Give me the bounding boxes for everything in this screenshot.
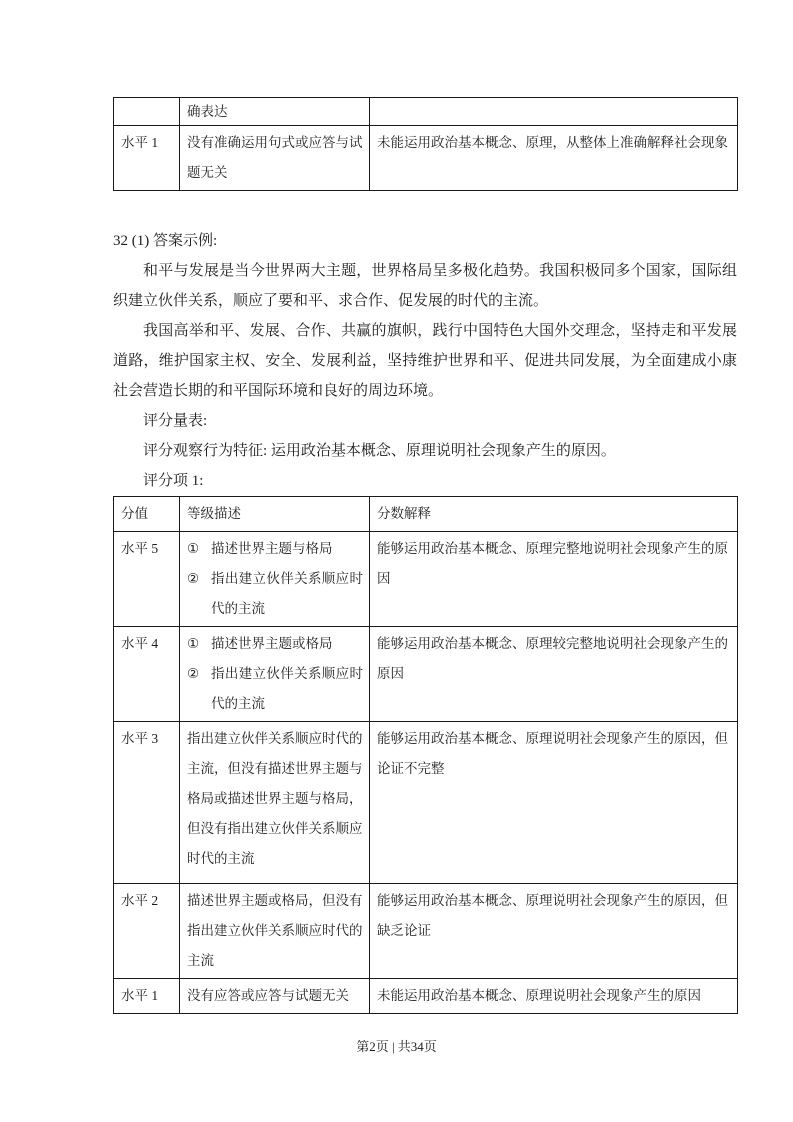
question-heading: 32 (1) 答案示例: (113, 233, 218, 249)
circled-number-icon: ① (187, 541, 200, 556)
desc-item (187, 659, 363, 719)
desc-item-text: 指出建立伙伴关系顺应时代的主流 (211, 666, 363, 711)
level-cell: 水平 4 (114, 627, 180, 722)
desc-item-text: 描述世界主题与格局 (211, 541, 333, 556)
page-footer (0, 1036, 793, 1055)
table-row (114, 627, 738, 722)
table-row (114, 722, 738, 884)
table-header-row (114, 497, 738, 532)
behavior-feature-line: 评分观察行为特征: 运用政治基本概念、原理说明社会现象产生的原因。 (143, 443, 616, 459)
scoring-scale-label: 评分量表: (143, 413, 208, 429)
carryover-table (113, 97, 738, 191)
table-row (114, 532, 738, 627)
desc-cell: 没有应答或应答与试题无关 (180, 979, 370, 1014)
desc-cell (180, 627, 370, 722)
explain-cell (370, 98, 738, 126)
desc-item (187, 564, 363, 624)
explain-cell: 未能运用政治基本概念、原理，从整体上准确解释社会现象 (370, 126, 738, 191)
table-row (114, 884, 738, 979)
desc-cell: 描述世界主题或格局，但没有指出建立伙伴关系顺应时代的主流 (180, 884, 370, 979)
footer-page-info: 第2页 | 共34页 (356, 1039, 437, 1054)
level-cell: 水平 2 (114, 884, 180, 979)
circled-number-icon: ① (187, 636, 200, 651)
table-row (114, 126, 738, 191)
desc-item (187, 629, 363, 659)
desc-cell: 指出建立伙伴关系顺应时代的主流，但没有描述世界主题与格局或描述世界主题与格局，但没有指出建立伙伴关系顺应时代的主流 (180, 722, 370, 884)
answer-section (113, 226, 737, 496)
header-level-description: 等级描述 (180, 497, 370, 532)
explain-cell: 能够运用政治基本概念、原理完整地说明社会现象产生的原因 (370, 532, 738, 627)
desc-cell (180, 532, 370, 627)
explain-cell: 未能运用政治基本概念、原理说明社会现象产生的原因 (370, 979, 738, 1014)
table-row (114, 98, 738, 126)
desc-item-text: 描述世界主题或格局 (211, 636, 333, 651)
level-cell: 水平 1 (114, 979, 180, 1014)
level-cell: 水平 1 (114, 126, 180, 191)
desc-cell: 确表达 (180, 98, 370, 126)
desc-item-text: 指出建立伙伴关系顺应时代的主流 (211, 571, 363, 616)
explain-cell: 能够运用政治基本概念、原理较完整地说明社会现象产生的原因 (370, 627, 738, 722)
circled-number-icon: ② (187, 666, 200, 681)
circled-number-icon: ② (187, 571, 200, 586)
header-score-value: 分值 (114, 497, 180, 532)
scoring-item-label: 评分项 1: (143, 473, 204, 489)
level-cell: 水平 5 (114, 532, 180, 627)
desc-cell: 没有准确运用句式或应答与试题无关 (180, 126, 370, 191)
page-content (113, 97, 737, 1014)
desc-item (187, 534, 363, 564)
answer-paragraph: 我国高举和平、发展、合作、共赢的旗帜，践行中国特色大国外交理念，坚持走和平发展道路，维护国家主权、安全、发展利益，坚持维护世界和平、促进共同发展，为全面建成小康社会营造长期的和平国际环境和良好的周边环境。 (113, 323, 737, 399)
explain-cell: 能够运用政治基本概念、原理说明社会现象产生的原因，但论证不完整 (370, 722, 738, 884)
explain-cell: 能够运用政治基本概念、原理说明社会现象产生的原因，但缺乏论证 (370, 884, 738, 979)
answer-paragraph: 和平与发展是当今世界两大主题，世界格局呈多极化趋势。我国积极同多个国家，国际组织建立伙伴关系，顺应了要和平、求合作、促发展的时代的主流。 (113, 263, 737, 309)
rubric-table (113, 496, 738, 1014)
level-cell (114, 98, 180, 126)
table-row (114, 979, 738, 1014)
header-score-explanation: 分数解释 (370, 497, 738, 532)
level-cell: 水平 3 (114, 722, 180, 884)
